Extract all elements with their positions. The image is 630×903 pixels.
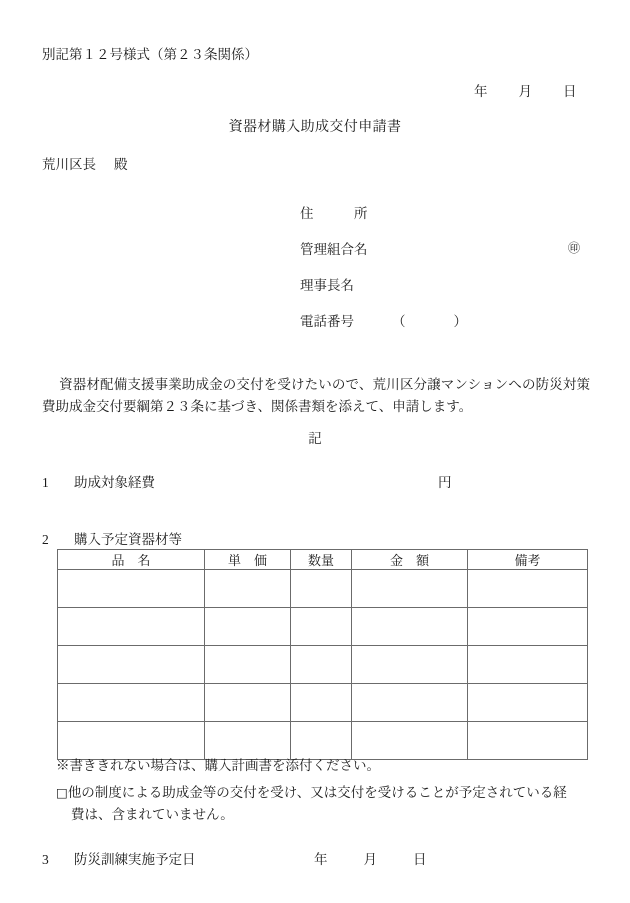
cell-unit-price[interactable]: [205, 570, 291, 608]
cell-unit-price[interactable]: [205, 684, 291, 722]
item-1: [42, 474, 155, 492]
phone-paren-open: （: [392, 314, 406, 329]
note-no-other-subsidy-line1: 他の制度による助成金等の交付を受け、又は交付を受けることが予定されている経: [67, 785, 567, 800]
applicant-address-row: [300, 202, 580, 238]
cell-amount[interactable]: [352, 684, 468, 722]
ki-marker: 記: [308, 431, 322, 446]
item-3-label: 防災訓練実施予定日: [74, 852, 196, 867]
table-row: [58, 684, 588, 722]
page-title: 資器材購入助成交付申請書: [228, 120, 402, 135]
table-header-row: [58, 550, 588, 570]
cell-unit-price[interactable]: [205, 608, 291, 646]
cell-item-name[interactable]: [58, 684, 205, 722]
cell-quantity[interactable]: [291, 646, 352, 684]
phone-label: 電話番号: [300, 314, 354, 329]
column-header-unit-price: 単 価: [205, 550, 291, 570]
body-paragraph: [42, 374, 590, 418]
column-header-amount: 金 額: [352, 550, 468, 570]
cell-remarks[interactable]: [468, 646, 588, 684]
cell-quantity[interactable]: [291, 684, 352, 722]
date-header-day: 日: [563, 84, 577, 99]
cell-amount[interactable]: [352, 722, 468, 760]
goods-table: [57, 549, 588, 760]
association-label: 管理組合名: [300, 242, 368, 257]
table-row: [58, 570, 588, 608]
cell-item-name[interactable]: [58, 722, 205, 760]
note-attach-plan: ※書ききれない場合は、購入計画書を添付ください。: [56, 758, 380, 773]
cell-item-name[interactable]: [58, 570, 205, 608]
checkbox-icon[interactable]: □: [56, 785, 68, 800]
cell-quantity[interactable]: [291, 608, 352, 646]
date-header-year: 年: [474, 84, 488, 99]
cell-remarks[interactable]: [468, 608, 588, 646]
body-paragraph-text: 資器材配備支援事業助成金の交付を受けたいので、荒川区分譲マンションへの防災対策費助成金交付要綱第２３条に基づき、関係書類を添えて、申請します。: [42, 377, 590, 414]
phone-field: [392, 310, 467, 330]
item-1-unit: 円: [438, 475, 452, 490]
cell-amount[interactable]: [352, 608, 468, 646]
note-no-other-subsidy: [56, 782, 596, 826]
cell-quantity[interactable]: [291, 570, 352, 608]
applicant-association-row: [300, 238, 580, 274]
addressee-honorific: 殿: [114, 157, 128, 172]
column-header-quantity: 数量: [291, 550, 352, 570]
chairman-label: 理事長名: [300, 278, 354, 293]
table-row: [58, 646, 588, 684]
cell-amount[interactable]: [352, 646, 468, 684]
applicant-phone-row: [300, 310, 580, 346]
item-3-month: 月: [363, 852, 377, 867]
form-number: 別記第１２号様式（第２３条関係）: [42, 47, 258, 62]
item-2-number: 2: [42, 532, 49, 547]
cell-amount[interactable]: [352, 570, 468, 608]
cell-unit-price[interactable]: [205, 722, 291, 760]
applicant-block: [300, 202, 580, 346]
note-no-other-subsidy-line2: 費は、含まれていません。: [71, 806, 234, 822]
cell-remarks[interactable]: [468, 684, 588, 722]
item-1-label: 助成対象経費: [74, 475, 155, 490]
column-header-remarks: 備考: [468, 550, 588, 570]
cell-remarks[interactable]: [468, 722, 588, 760]
seal-icon: ㊞: [567, 241, 580, 255]
item-3-day: 日: [413, 852, 427, 867]
phone-paren-close: ）: [453, 314, 467, 329]
item-2: [42, 531, 182, 549]
item-3-year: 年: [314, 852, 328, 867]
cell-item-name[interactable]: [58, 646, 205, 684]
item-2-label: 購入予定資器材等: [74, 532, 182, 547]
column-header-item-name: 品 名: [58, 550, 205, 570]
cell-item-name[interactable]: [58, 608, 205, 646]
applicant-chairman-row: [300, 274, 580, 310]
date-header: [474, 83, 577, 101]
item-3: [42, 851, 196, 869]
cell-unit-price[interactable]: [205, 646, 291, 684]
table-row: [58, 608, 588, 646]
table-row: [58, 722, 588, 760]
address-label: 住 所: [300, 206, 368, 221]
addressee-name: 荒川区長: [42, 157, 96, 172]
item-1-number: 1: [42, 475, 49, 490]
table-body: [58, 570, 588, 760]
addressee: [42, 156, 128, 174]
date-header-month: 月: [518, 84, 532, 99]
item-3-number: 3: [42, 852, 49, 867]
cell-quantity[interactable]: [291, 722, 352, 760]
item-3-date-field: [314, 851, 427, 869]
cell-remarks[interactable]: [468, 570, 588, 608]
